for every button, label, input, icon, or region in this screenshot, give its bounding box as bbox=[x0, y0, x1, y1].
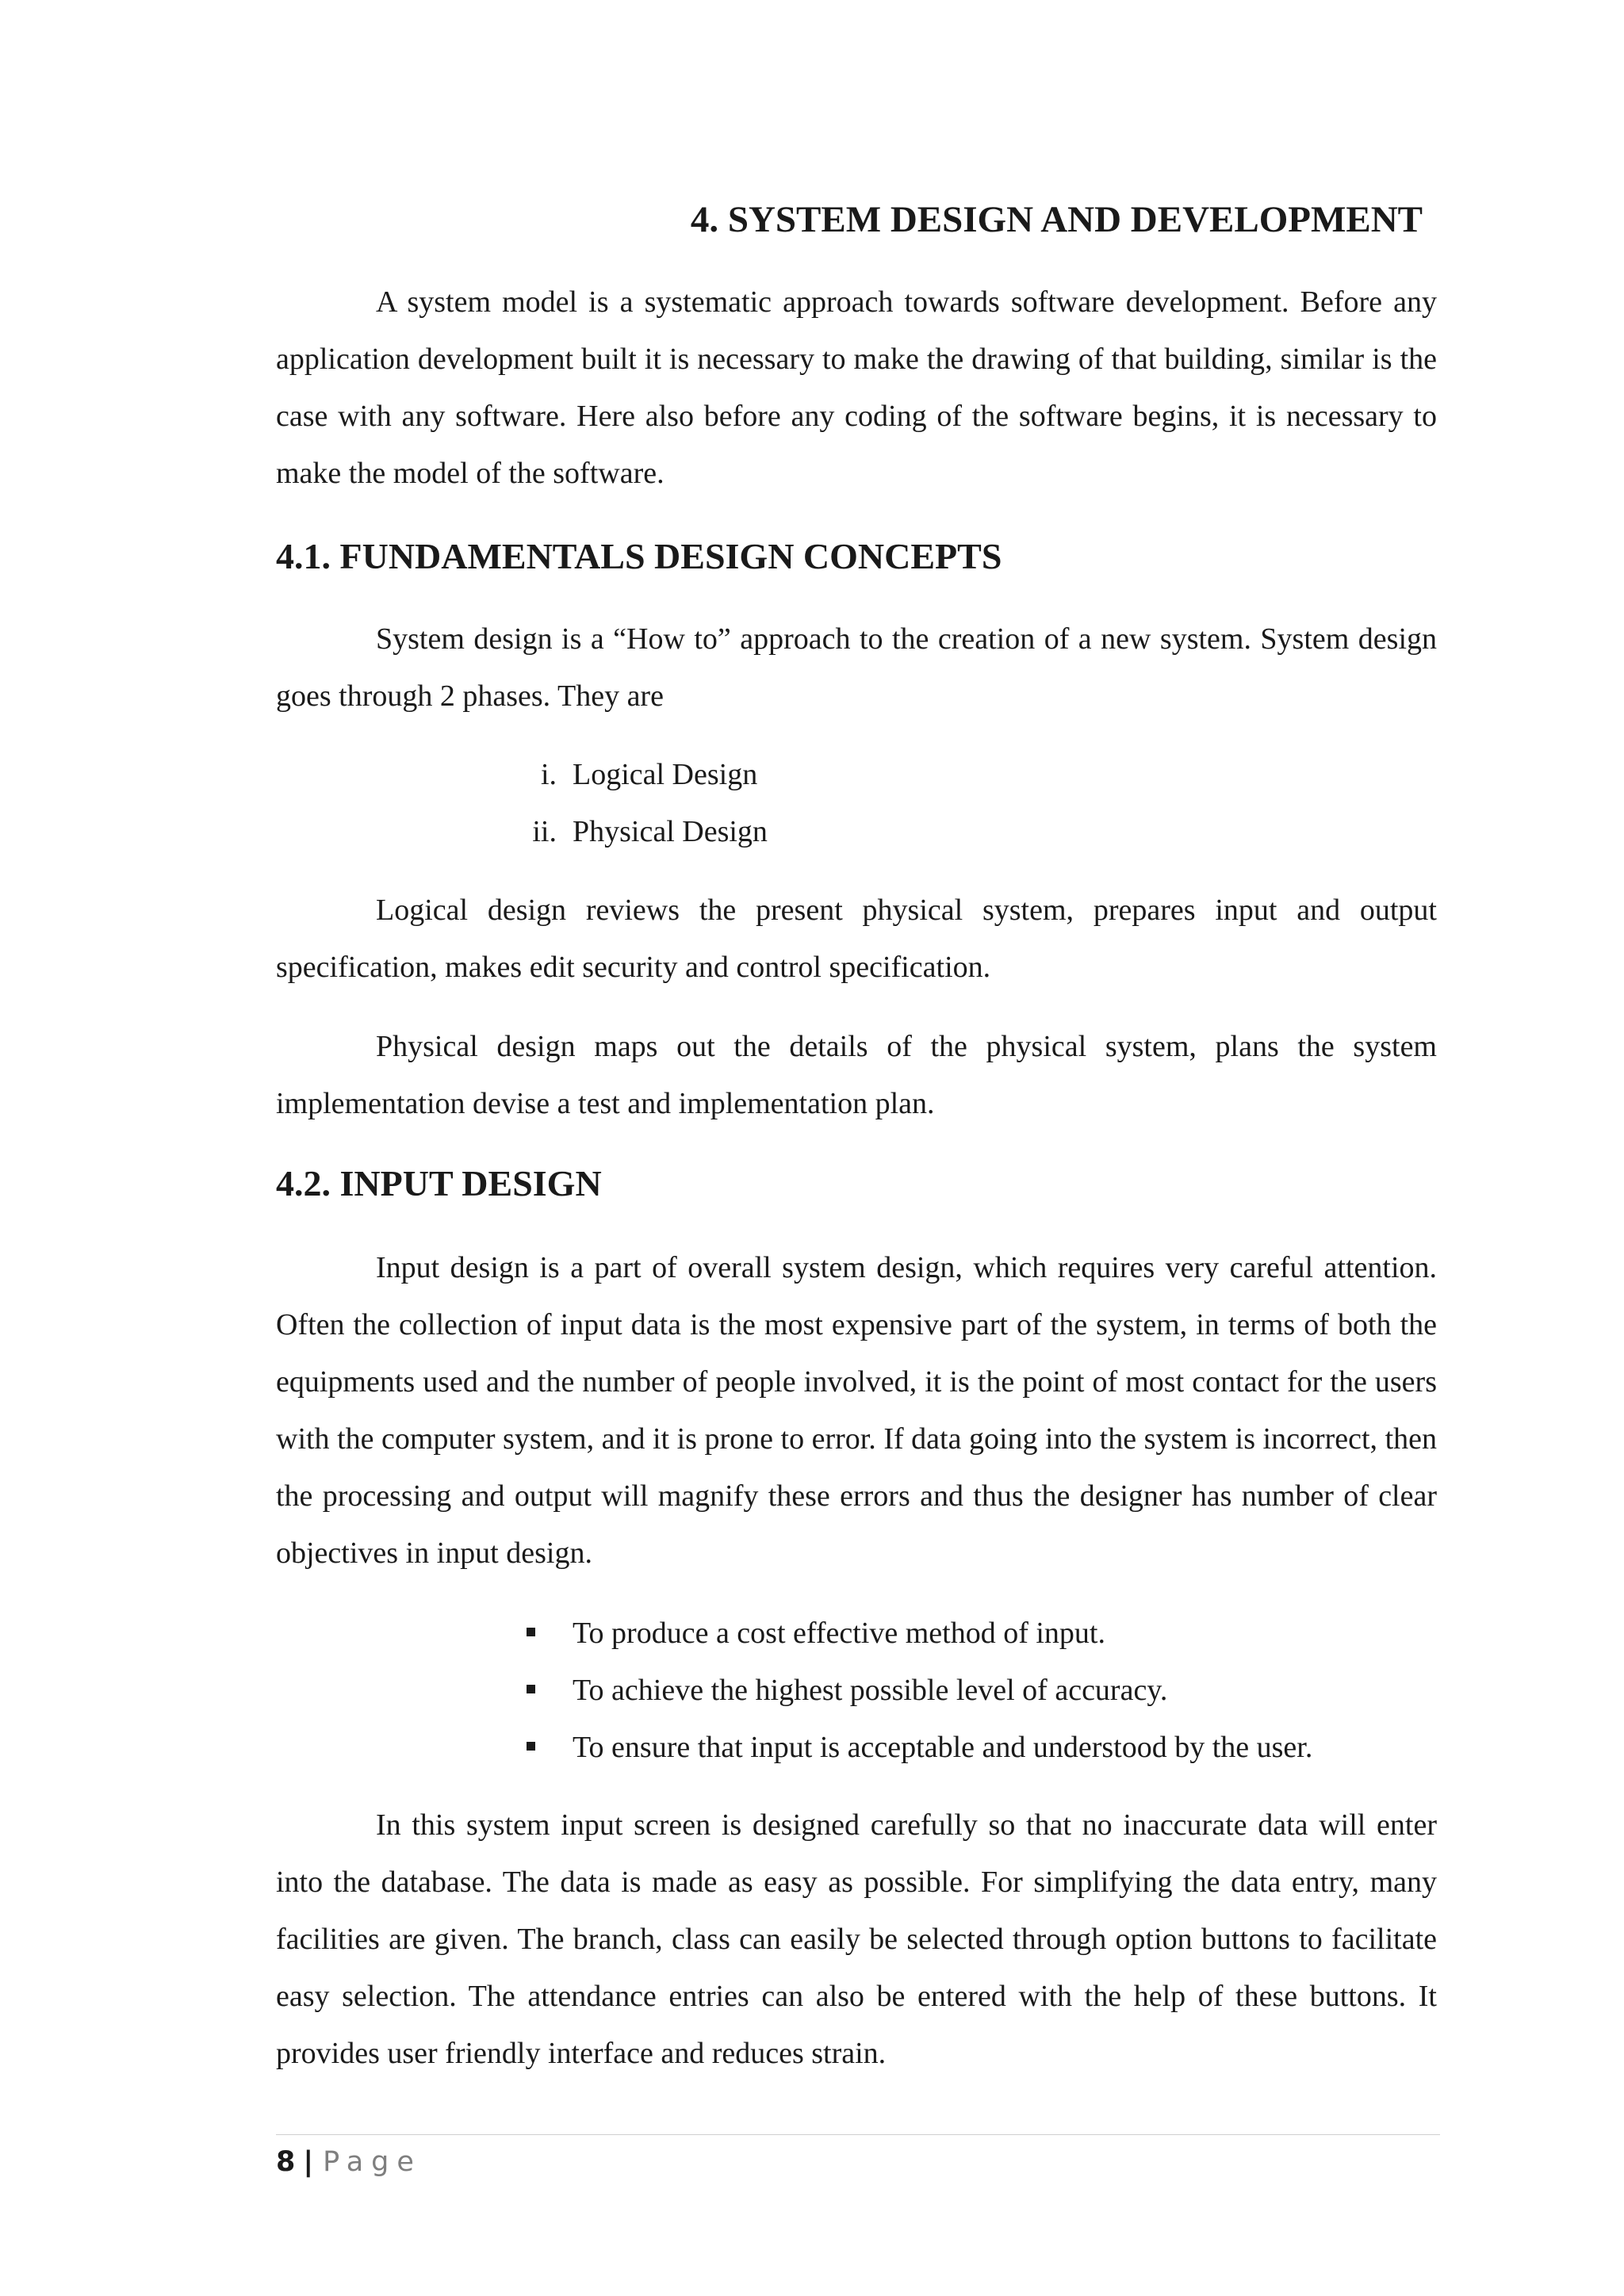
footer-separator: | bbox=[303, 2146, 314, 2178]
chapter-title: 4. SYSTEM DESIGN AND DEVELOPMENT bbox=[690, 199, 1423, 240]
section-4-2-paragraph: Input design is a part of overall system design, which requires very careful attention. Often the collection of input data is the most expensive part of the system, in terms of both the equipments used and the number of people involved, it is the point of most contact for the users with the computer system, and it is prone to error. If data going into the system is incorrect, then the processing and output will magnify these errors and thus the designer has number of clear objectives in input design. bbox=[276, 1251, 1437, 1570]
input-objectives-list bbox=[573, 1605, 1312, 1776]
page-footer bbox=[276, 2142, 422, 2182]
list-item-label: To ensure that input is acceptable and understood by the user. bbox=[573, 1731, 1313, 1764]
physical-design-paragraph: Physical design maps out the details of the physical system, plans the system implementation devise a test and implementation plan. bbox=[276, 1030, 1437, 1120]
section-4-2-heading: 4.2. INPUT DESIGN bbox=[276, 1163, 602, 1203]
intro-paragraph: A system model is a systematic approach towards software development. Before any application development built it is necessary to make the drawing of that building, similar is the case with any software. Here also before any coding of the software begins, it is necessary to make the model of the software. bbox=[276, 285, 1437, 490]
page-label: Page bbox=[323, 2146, 422, 2178]
list-item-label: To produce a cost effective method of input. bbox=[573, 1617, 1105, 1650]
design-phases-list bbox=[532, 746, 768, 860]
list-item-label: To achieve the highest possible level of accuracy. bbox=[573, 1674, 1168, 1707]
list-item-label: Logical Design bbox=[573, 758, 758, 791]
list-item bbox=[532, 803, 768, 860]
footer-divider bbox=[276, 2134, 1440, 2135]
section-4-1-paragraph: System design is a “How to” approach to the creation of a new system. System design goes through 2 phases. They are bbox=[276, 622, 1437, 713]
logical-design-paragraph: Logical design reviews the present physical system, prepares input and output specification, makes edit security and control specification. bbox=[276, 894, 1437, 984]
list-item-number: i. bbox=[540, 758, 557, 791]
square-bullet-icon bbox=[527, 1685, 535, 1693]
list-item bbox=[573, 1719, 1312, 1776]
page-number: 8 bbox=[276, 2146, 296, 2178]
list-item bbox=[573, 1605, 1312, 1662]
section-4-2-closing-paragraph: In this system input screen is designed carefully so that no inaccurate data will enter into the database. The data is made as easy as possible. For simplifying the data entry, many facilities are given. The branch, class can easily be selected through option buttons to facilitate easy selection. The attendance entries can also be entered with the help of these buttons. It provides user friendly interface and reduces strain. bbox=[276, 1808, 1437, 2070]
square-bullet-icon bbox=[527, 1628, 535, 1636]
list-item-number: ii. bbox=[532, 815, 557, 848]
list-item bbox=[573, 1662, 1312, 1719]
square-bullet-icon bbox=[527, 1742, 535, 1751]
list-item bbox=[540, 746, 768, 803]
section-4-1-heading: 4.1. FUNDAMENTALS DESIGN CONCEPTS bbox=[276, 536, 1002, 576]
list-item-label: Physical Design bbox=[573, 815, 768, 848]
